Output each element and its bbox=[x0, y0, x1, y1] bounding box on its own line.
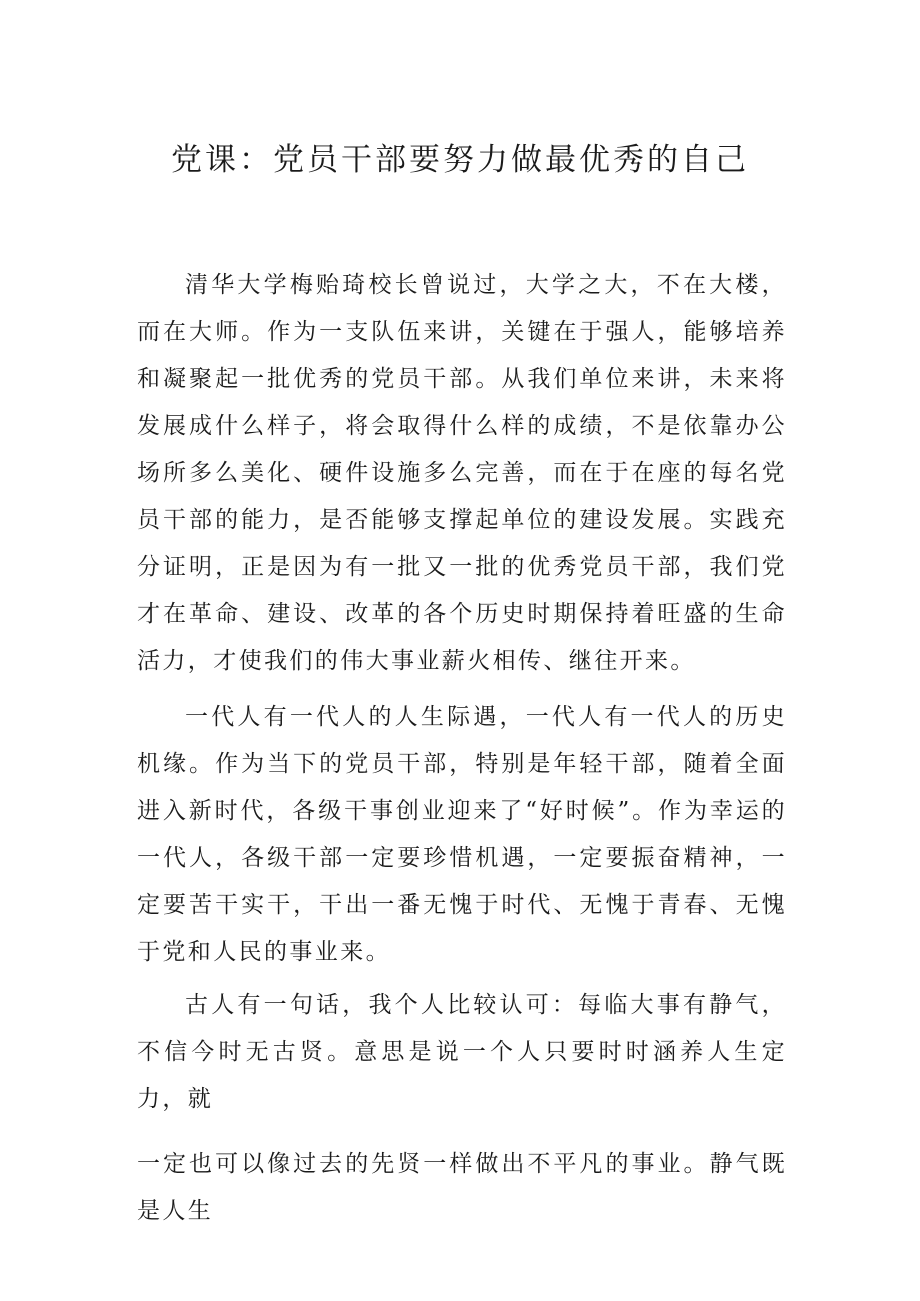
paragraph-2: 一代人有一代人的人生际遇，一代人有一代人的历史机缘。作为当下的党员干部，特别是年轻干部，随着全面进入新时代，各级干事创业迎来了“好时候”。作为幸运的一代人，各级干部一定要珍惜机遇，一定要振奋精神，一定要苦干实干，干出一番无愧于时代、无愧于青春、无愧于党和人民的事业来。 bbox=[137, 704, 787, 965]
paragraph-4-continued: 一定也可以像过去的先贤一样做出不平凡的事业。静气既是人生 bbox=[137, 1151, 787, 1224]
paragraph-3: 古人有一句话，我个人比较认可：每临大事有静气，不信今时无古贤。意思是说一个人只要时时涵养人生定力，就 bbox=[137, 992, 787, 1112]
document-title: 党课：党员干部要努力做最优秀的自己 bbox=[171, 142, 749, 178]
paragraph-1: 清华大学梅贻琦校长曾说过，大学之大，不在大楼，而在大师。作为一支队伍来讲，关键在于强人，能够培养和凝聚起一批优秀的党员干部。从我们单位来讲，未来将发展成什么样子，将会取得什么样的成绩，不是依靠办公场所多么美化、硬件设施多么完善，而在于在座的每名党员干部的能力，是否能够支撑起单位的建设发展。实践充分证明，正是因为有一批又一批的优秀党员干部，我们党才在革命、建设、改革的各个历史时期保持着旺盛的生命活力，才使我们的伟大事业薪火相传、继往开来。 bbox=[137, 272, 787, 674]
